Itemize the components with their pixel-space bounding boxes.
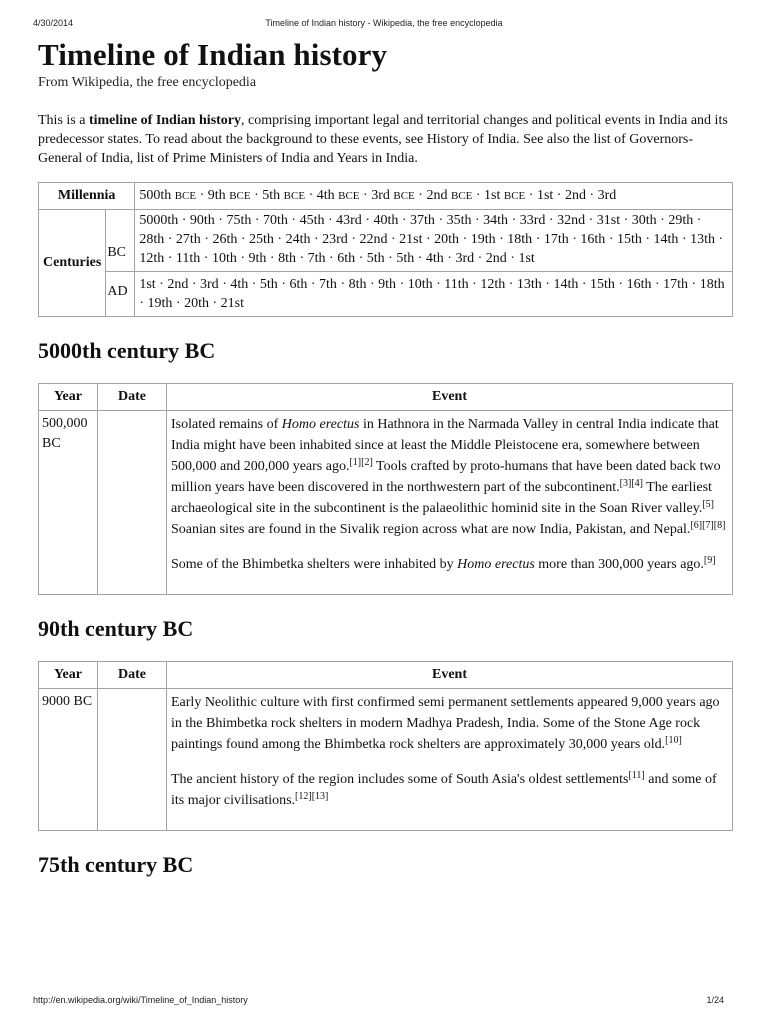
- species-name[interactable]: Homo erectus: [457, 557, 535, 572]
- bc-century-link[interactable]: 3rd: [455, 251, 475, 266]
- bc-century-link[interactable]: 25th: [249, 232, 274, 247]
- list-separator: ·: [287, 213, 300, 228]
- list-separator: ·: [248, 277, 260, 292]
- millennium-link[interactable]: 2nd BCE: [426, 188, 473, 203]
- list-separator: ·: [688, 277, 700, 292]
- citation-link[interactable]: [9]: [703, 555, 716, 566]
- list-separator: ·: [505, 277, 517, 292]
- bc-century-link[interactable]: 29th: [668, 213, 694, 228]
- bc-century-link[interactable]: 23rd: [322, 232, 348, 247]
- bc-century-link[interactable]: 22nd: [359, 232, 388, 247]
- event-text: and some of its major civilisations.: [171, 772, 717, 808]
- millennium-link[interactable]: 3rd: [597, 188, 617, 203]
- list-separator: ·: [532, 232, 544, 247]
- event-paragraph: [171, 414, 728, 540]
- page-tagline: From Wikipedia, the free encyclopedia: [38, 75, 257, 90]
- bc-century-link[interactable]: 9th: [248, 251, 267, 266]
- bc-century-link[interactable]: 37th: [410, 213, 435, 228]
- ad-century-link[interactable]: 11th: [444, 277, 469, 292]
- bc-century-link[interactable]: 7th: [307, 251, 326, 266]
- ad-centuries-list: [135, 272, 733, 317]
- print-date: 4/30/2014: [33, 18, 74, 28]
- list-separator: ·: [414, 251, 426, 266]
- ad-century-link[interactable]: 8th: [348, 277, 367, 292]
- list-separator: ·: [359, 188, 372, 203]
- species-name[interactable]: Homo erectus: [281, 417, 360, 432]
- bc-century-link[interactable]: 90th: [189, 213, 215, 228]
- bc-century-link[interactable]: 35th: [446, 213, 472, 228]
- bc-century-link[interactable]: 11th: [175, 251, 201, 266]
- bc-century-link[interactable]: 20th: [434, 232, 460, 247]
- ad-century-link[interactable]: 6th: [289, 277, 308, 292]
- bc-century-link[interactable]: 28th: [139, 232, 165, 247]
- ad-label: AD: [106, 272, 135, 317]
- article-content: [38, 34, 733, 897]
- citation-link[interactable]: [1][2]: [349, 457, 373, 468]
- list-separator: ·: [236, 251, 249, 266]
- event-text: Early Neolithic culture with first confirmed semi permanent settlements appeared 9,000 years ago in the Bhimbetka rock shelters in modern Madhya Pradesh, India. Some of the Stone Age rock paintings found among the Bhimbetka rock shelters are approximately 30,000 years old.: [171, 695, 720, 752]
- print-url: http://en.wikipedia.org/wiki/Timeline_of_Indian_history: [33, 995, 248, 1005]
- bc-century-link[interactable]: 30th: [631, 213, 657, 228]
- list-separator: ·: [396, 277, 408, 292]
- print-page-number: 1/24: [706, 995, 724, 1005]
- event-text: Isolated remains of: [171, 417, 282, 432]
- list-separator: ·: [443, 251, 456, 266]
- list-separator: ·: [715, 232, 724, 247]
- intro-paragraph: [38, 111, 733, 168]
- list-separator: ·: [434, 213, 447, 228]
- list-separator: ·: [525, 188, 537, 203]
- list-separator: ·: [139, 296, 148, 311]
- link-history-of-india[interactable]: History of India: [426, 132, 517, 147]
- ad-century-link[interactable]: 15th: [590, 277, 615, 292]
- list-separator: ·: [273, 232, 286, 247]
- list-separator: ·: [495, 232, 508, 247]
- list-separator: ·: [200, 232, 213, 247]
- bc-century-link[interactable]: 18th: [507, 232, 533, 247]
- millennium-link[interactable]: 500th BCE: [139, 188, 197, 203]
- bc-century-link[interactable]: 6th: [337, 251, 356, 266]
- millennium-link[interactable]: 3rd BCE: [371, 188, 415, 203]
- bc-century-link[interactable]: 75th: [226, 213, 252, 228]
- list-separator: ·: [641, 232, 654, 247]
- bc-century-link[interactable]: 17th: [543, 232, 569, 247]
- ad-century-link[interactable]: 21st: [220, 296, 244, 311]
- list-separator: ·: [250, 188, 263, 203]
- bc-century-link[interactable]: 45th: [299, 213, 325, 228]
- bc-century-link[interactable]: 21st: [399, 232, 423, 247]
- list-separator: ·: [325, 251, 338, 266]
- list-separator: ·: [387, 232, 400, 247]
- ad-century-link[interactable]: 18th: [699, 277, 725, 292]
- bc-century-link[interactable]: 1st: [518, 251, 535, 266]
- list-separator: ·: [585, 213, 597, 228]
- list-separator: ·: [336, 277, 349, 292]
- millennium-link[interactable]: 2nd: [564, 188, 586, 203]
- list-separator: ·: [366, 277, 379, 292]
- list-separator: ·: [472, 188, 485, 203]
- link-years-in-india[interactable]: Years in India: [336, 151, 415, 166]
- ad-century-link[interactable]: 14th: [553, 277, 579, 292]
- event-text: Tools crafted by proto-humans that have been dated back two million years have been discovered in the northwestern part of the subcontinent.: [171, 459, 721, 495]
- ad-century-link[interactable]: 20th: [184, 296, 209, 311]
- list-separator: ·: [545, 213, 558, 228]
- list-separator: ·: [693, 213, 702, 228]
- bc-century-link[interactable]: 40th: [373, 213, 399, 228]
- events-table-5000th-century-bc: [38, 383, 733, 595]
- bc-century-link[interactable]: 5000th: [139, 213, 179, 228]
- citation-link[interactable]: [6][7][8]: [690, 520, 726, 531]
- event-header: Event: [167, 662, 733, 689]
- event-header: Event: [167, 384, 733, 411]
- list-separator: ·: [251, 213, 264, 228]
- list-separator: ·: [178, 213, 190, 228]
- navbox-table: [38, 182, 733, 317]
- list-separator: ·: [605, 232, 617, 247]
- bc-century-link[interactable]: 15th: [616, 232, 642, 247]
- list-separator: ·: [432, 277, 445, 292]
- event-paragraph: [171, 769, 728, 811]
- print-page-title: Timeline of Indian history - Wikipedia, the free encyclopedia: [265, 18, 503, 28]
- year-header: Year: [39, 384, 98, 411]
- date-header: Date: [98, 384, 167, 411]
- list-separator: ·: [568, 232, 581, 247]
- year-header: Year: [39, 662, 98, 689]
- list-separator: ·: [196, 188, 208, 203]
- date-header: Date: [98, 662, 167, 689]
- date-cell: [98, 411, 167, 595]
- citation-link[interactable]: [5]: [702, 499, 715, 510]
- list-separator: ·: [266, 251, 279, 266]
- intro-text: and: [309, 151, 337, 166]
- intro-bold-term: timeline of Indian history: [88, 113, 242, 128]
- list-separator: ·: [277, 277, 290, 292]
- list-separator: ·: [541, 277, 554, 292]
- event-text: more than 300,000 years ago.: [534, 557, 704, 572]
- page-title: Timeline of Indian history: [38, 37, 388, 72]
- millennia-list: [135, 183, 733, 210]
- list-separator: ·: [422, 232, 435, 247]
- bc-century-link[interactable]: 5th: [366, 251, 385, 266]
- citation-link[interactable]: [10]: [665, 735, 682, 746]
- list-separator: ·: [164, 251, 176, 266]
- list-separator: ·: [468, 277, 481, 292]
- bc-century-link[interactable]: 2nd: [485, 251, 507, 266]
- bc-century-link[interactable]: 26th: [212, 232, 238, 247]
- list-separator: ·: [237, 232, 250, 247]
- date-cell: [98, 689, 167, 831]
- intro-text: , comprising important legal and territorial changes and political events in India and its predecessor states. To read about the background to these events, see: [38, 113, 728, 147]
- list-separator: ·: [398, 213, 411, 228]
- citation-link[interactable]: [3][4]: [619, 478, 643, 489]
- section-heading-5000th-century-bc: 5000th century BC: [38, 338, 216, 363]
- ad-century-link[interactable]: 5th: [259, 277, 278, 292]
- event-paragraph: [171, 692, 728, 755]
- ad-century-link[interactable]: 1st: [139, 277, 156, 292]
- list-separator: ·: [384, 251, 397, 266]
- list-separator: ·: [651, 277, 664, 292]
- intro-text: . See also the: [516, 132, 594, 147]
- millennium-link[interactable]: 1st BCE: [484, 188, 526, 203]
- event-text: in Hathnora in the Narmada Valley in central India indicate that India might have been inhabited since at least the Middle Pleistocene era, somewhere between 500,000 and 200,000 years ago.: [171, 417, 719, 474]
- table-row: [39, 411, 733, 595]
- bc-century-link[interactable]: 70th: [263, 213, 288, 228]
- ad-century-link[interactable]: 3rd: [200, 277, 219, 292]
- bc-century-link[interactable]: 5th: [396, 251, 415, 266]
- bc-century-link[interactable]: 13th: [690, 232, 715, 247]
- list-separator: ·: [585, 188, 598, 203]
- bc-century-link[interactable]: 12th: [139, 251, 165, 266]
- event-text: Some of the Bhimbetka shelters were inhabited by: [171, 557, 458, 572]
- millennium-link[interactable]: 9th BCE: [207, 188, 251, 203]
- list-separator: ·: [578, 277, 591, 292]
- list-separator: ·: [553, 188, 565, 203]
- millennia-label: Millennia: [39, 183, 135, 210]
- year-cell: 500,000 BC: [39, 411, 98, 595]
- millennium-link[interactable]: 1st: [536, 188, 554, 203]
- table-row: [39, 689, 733, 831]
- bc-century-link[interactable]: 10th: [211, 251, 237, 266]
- ad-century-link[interactable]: 7th: [319, 277, 337, 292]
- list-separator: ·: [188, 277, 201, 292]
- list-separator: ·: [474, 251, 486, 266]
- list-separator: ·: [295, 251, 308, 266]
- bc-century-link[interactable]: 8th: [278, 251, 296, 266]
- list-separator: ·: [471, 213, 484, 228]
- ad-century-link[interactable]: 19th: [147, 296, 173, 311]
- ad-century-link[interactable]: 13th: [516, 277, 542, 292]
- list-separator: ·: [305, 188, 317, 203]
- millennium-link[interactable]: 4th BCE: [316, 188, 360, 203]
- list-separator: ·: [324, 213, 337, 228]
- event-cell: [167, 689, 733, 831]
- list-separator: ·: [310, 232, 323, 247]
- list-separator: ·: [414, 188, 427, 203]
- bc-century-link[interactable]: 4th: [425, 251, 444, 266]
- centuries-label: Centuries: [39, 210, 106, 317]
- bc-century-link[interactable]: 34th: [483, 213, 509, 228]
- bc-century-link[interactable]: 24th: [285, 232, 311, 247]
- list-separator: ·: [155, 277, 168, 292]
- ad-century-link[interactable]: 9th: [378, 277, 397, 292]
- section-heading-90th-century-bc: 90th century BC: [38, 616, 194, 641]
- bc-century-link[interactable]: 19th: [470, 232, 496, 247]
- list-separator: ·: [164, 232, 176, 247]
- list-separator: ·: [508, 213, 520, 228]
- ad-century-link[interactable]: 12th: [480, 277, 506, 292]
- list-separator: ·: [200, 251, 212, 266]
- intro-text: .: [414, 151, 418, 166]
- bc-century-link[interactable]: 14th: [653, 232, 679, 247]
- list-separator: ·: [620, 213, 632, 228]
- list-separator: ·: [361, 213, 374, 228]
- event-text: The earliest archaeological site in the subcontinent is the palaeolithic hominid site in the Soan River valley.: [171, 480, 712, 516]
- bc-centuries-list: [135, 210, 733, 272]
- ad-century-link[interactable]: 17th: [663, 277, 689, 292]
- list-separator: ·: [214, 213, 227, 228]
- list-separator: ·: [459, 232, 471, 247]
- bc-century-link[interactable]: 32nd: [557, 213, 586, 228]
- list-separator: ·: [172, 296, 185, 311]
- event-text: The ancient history of the region includes some of South Asia's oldest settlements: [171, 772, 629, 787]
- list-separator: ·: [218, 277, 231, 292]
- list-separator: ·: [614, 277, 627, 292]
- bc-century-link[interactable]: 16th: [580, 232, 606, 247]
- list-separator: ·: [656, 213, 669, 228]
- event-cell: [167, 411, 733, 595]
- list-separator: ·: [355, 251, 367, 266]
- citation-link[interactable]: [12][13]: [295, 791, 329, 802]
- list-separator: ·: [506, 251, 519, 266]
- ad-century-link[interactable]: 16th: [626, 277, 652, 292]
- events-table-90th-century-bc: [38, 661, 733, 831]
- ad-century-link[interactable]: 2nd: [167, 277, 189, 292]
- intro-text: ,: [129, 151, 137, 166]
- list-separator: ·: [347, 232, 360, 247]
- intro-text: This is a: [38, 113, 89, 128]
- list-separator: ·: [208, 296, 221, 311]
- year-cell: 9000 BC: [39, 689, 98, 831]
- ad-century-link[interactable]: 4th: [230, 277, 249, 292]
- link-governors-general[interactable]: list of Governors-General of India: [38, 132, 694, 166]
- link-prime-ministers[interactable]: list of Prime Ministers of India: [136, 151, 310, 166]
- bc-century-link[interactable]: 43rd: [336, 213, 362, 228]
- citation-link[interactable]: [11]: [628, 770, 645, 781]
- list-separator: ·: [307, 277, 320, 292]
- bc-label: BC: [106, 210, 135, 272]
- section-heading-75th-century-bc: 75th century BC: [38, 852, 194, 877]
- ad-century-link[interactable]: 10th: [407, 277, 433, 292]
- bc-century-link[interactable]: 31st: [596, 213, 621, 228]
- list-separator: ·: [678, 232, 691, 247]
- event-paragraph: [171, 554, 728, 575]
- millennium-link[interactable]: 5th BCE: [262, 188, 306, 203]
- bc-century-link[interactable]: 27th: [175, 232, 201, 247]
- event-text: Soanian sites are found in the Sivalik region across what are now India, Pakistan, and Nepal.: [171, 522, 691, 537]
- bc-century-link[interactable]: 33rd: [519, 213, 546, 228]
